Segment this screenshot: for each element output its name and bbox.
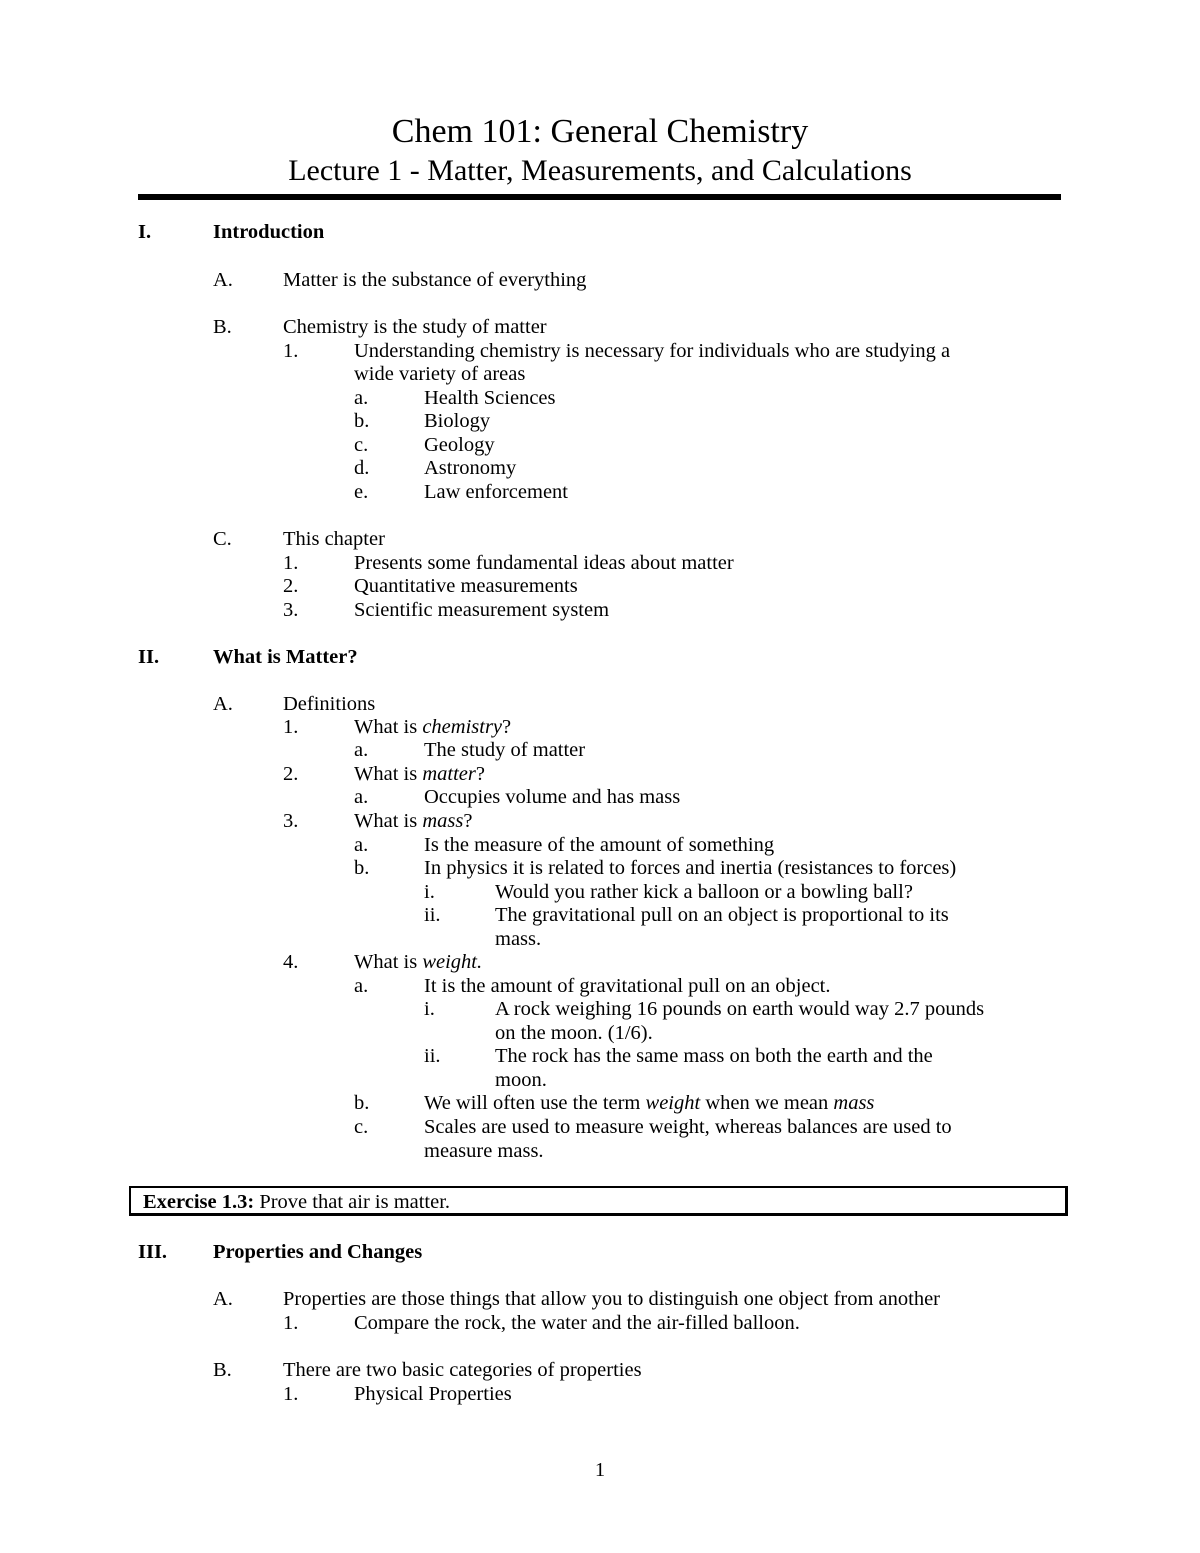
- outline-marker: B.: [213, 316, 232, 338]
- outline-item: Compare the rock, the water and the air-filled balloon.: [354, 1312, 800, 1334]
- outline-marker: c.: [354, 434, 369, 456]
- outline-item: In physics it is related to forces and inertia (resistances to forces): [424, 857, 957, 879]
- title-rule: [138, 194, 1061, 200]
- outline-marker: A.: [213, 1288, 233, 1310]
- outline-item: Properties are those things that allow you to distinguish one object from another: [283, 1288, 941, 1310]
- outline-text-part: We will often use the term: [424, 1092, 646, 1114]
- outline-text-part: ?: [502, 716, 512, 738]
- outline-item: wide variety of areas: [354, 363, 526, 385]
- outline-marker: A.: [213, 269, 233, 291]
- outline-item: [424, 1091, 874, 1115]
- outline-item: Definitions: [283, 693, 376, 715]
- emphasized-term: weight: [645, 1092, 701, 1114]
- outline-marker: 3.: [283, 810, 299, 832]
- exercise-box: [129, 1186, 1068, 1216]
- outline-item: Scales are used to measure weight, whereas balances are used to: [424, 1116, 952, 1138]
- outline-item: It is the amount of gravitational pull on an object.: [424, 975, 831, 997]
- outline-item: There are two basic categories of properties: [283, 1359, 642, 1381]
- outline-text-part: What is: [354, 951, 423, 973]
- outline-marker: 1.: [283, 716, 299, 738]
- outline-marker: b.: [354, 1092, 370, 1114]
- outline-text-part: What is: [354, 716, 423, 738]
- emphasized-term: weight.: [422, 951, 483, 973]
- emphasized-term: mass: [422, 810, 464, 832]
- outline-item: Geology: [424, 434, 495, 456]
- outline-item: on the moon. (1/6).: [495, 1022, 653, 1044]
- outline-item: Presents some fundamental ideas about matter: [354, 552, 734, 574]
- outline-marker: a.: [354, 975, 369, 997]
- outline-item: Scientific measurement system: [354, 599, 610, 621]
- outline-item: Physical Properties: [354, 1383, 512, 1405]
- page-number: 1: [594, 1459, 606, 1481]
- outline-text-part: ?: [475, 763, 485, 785]
- document-title: Chem 101: General Chemistry: [391, 113, 809, 150]
- outline-marker: ii.: [424, 1045, 441, 1067]
- outline-item: Quantitative measurements: [354, 575, 578, 597]
- outline-marker: I.: [138, 221, 152, 243]
- outline-text-part: What is: [354, 763, 423, 785]
- emphasized-term: mass: [833, 1092, 875, 1114]
- outline-item: The rock has the same mass on both the earth and the: [495, 1045, 933, 1067]
- outline-item: This chapter: [283, 528, 385, 550]
- outline-marker: a.: [354, 786, 369, 808]
- outline-marker: a.: [354, 834, 369, 856]
- document-subtitle: Lecture 1 - Matter, Measurements, and Calculations: [288, 154, 912, 187]
- outline-item: Is the measure of the amount of something: [424, 834, 775, 856]
- outline-item: [354, 950, 482, 974]
- outline-item: A rock weighing 16 pounds on earth would way 2.7 pounds: [495, 998, 985, 1020]
- outline-marker: i.: [424, 881, 435, 903]
- outline-marker: 3.: [283, 599, 299, 621]
- exercise-text: Prove that air is matter.: [254, 1191, 451, 1213]
- outline-marker: 1.: [283, 552, 299, 574]
- outline-item: Would you rather kick a balloon or a bowling ball?: [495, 881, 913, 903]
- outline-item: The gravitational pull on an object is proportional to its: [495, 904, 949, 926]
- outline-item: Understanding chemistry is necessary for individuals who are studying a: [354, 340, 951, 362]
- outline-item: Health Sciences: [424, 387, 556, 409]
- section-heading: What is Matter?: [213, 646, 358, 668]
- outline-item: moon.: [495, 1069, 547, 1091]
- outline-marker: 2.: [283, 763, 299, 785]
- outline-text-part: What is: [354, 810, 423, 832]
- outline-marker: B.: [213, 1359, 232, 1381]
- outline-item: mass.: [495, 928, 542, 950]
- outline-marker: a.: [354, 739, 369, 761]
- outline-marker: III.: [138, 1241, 168, 1263]
- outline-item: Chemistry is the study of matter: [283, 316, 547, 338]
- outline-text-part: ?: [463, 810, 473, 832]
- outline-marker: C.: [213, 528, 232, 550]
- outline-item: Matter is the substance of everything: [283, 269, 587, 291]
- outline-item: [354, 715, 511, 739]
- outline-marker: i.: [424, 998, 435, 1020]
- outline-marker: b.: [354, 410, 370, 432]
- outline-marker: 4.: [283, 951, 299, 973]
- outline-item: [354, 809, 472, 833]
- outline-marker: II.: [138, 646, 160, 668]
- exercise-label: Exercise 1.3:: [143, 1191, 255, 1213]
- section-heading: Properties and Changes: [213, 1241, 423, 1263]
- outline-marker: ii.: [424, 904, 441, 926]
- outline-item: Law enforcement: [424, 481, 568, 503]
- emphasized-term: matter: [422, 763, 476, 785]
- outline-marker: e.: [354, 481, 369, 503]
- outline-marker: a.: [354, 387, 369, 409]
- outline-item: Astronomy: [424, 457, 517, 479]
- outline-marker: c.: [354, 1116, 369, 1138]
- outline-marker: 1.: [283, 1312, 299, 1334]
- outline-marker: 2.: [283, 575, 299, 597]
- outline-marker: d.: [354, 457, 370, 479]
- outline-item: [354, 762, 485, 786]
- outline-marker: 1.: [283, 340, 299, 362]
- outline-marker: A.: [213, 693, 233, 715]
- outline-marker: b.: [354, 857, 370, 879]
- outline-text-part: when we mean: [700, 1092, 834, 1114]
- emphasized-term: chemistry: [422, 716, 503, 738]
- outline-item: The study of matter: [424, 739, 586, 761]
- outline-item: Biology: [424, 410, 491, 432]
- section-heading: Introduction: [213, 221, 325, 243]
- outline-marker: 1.: [283, 1383, 299, 1405]
- outline-item: Occupies volume and has mass: [424, 786, 681, 808]
- outline-item: measure mass.: [424, 1140, 544, 1162]
